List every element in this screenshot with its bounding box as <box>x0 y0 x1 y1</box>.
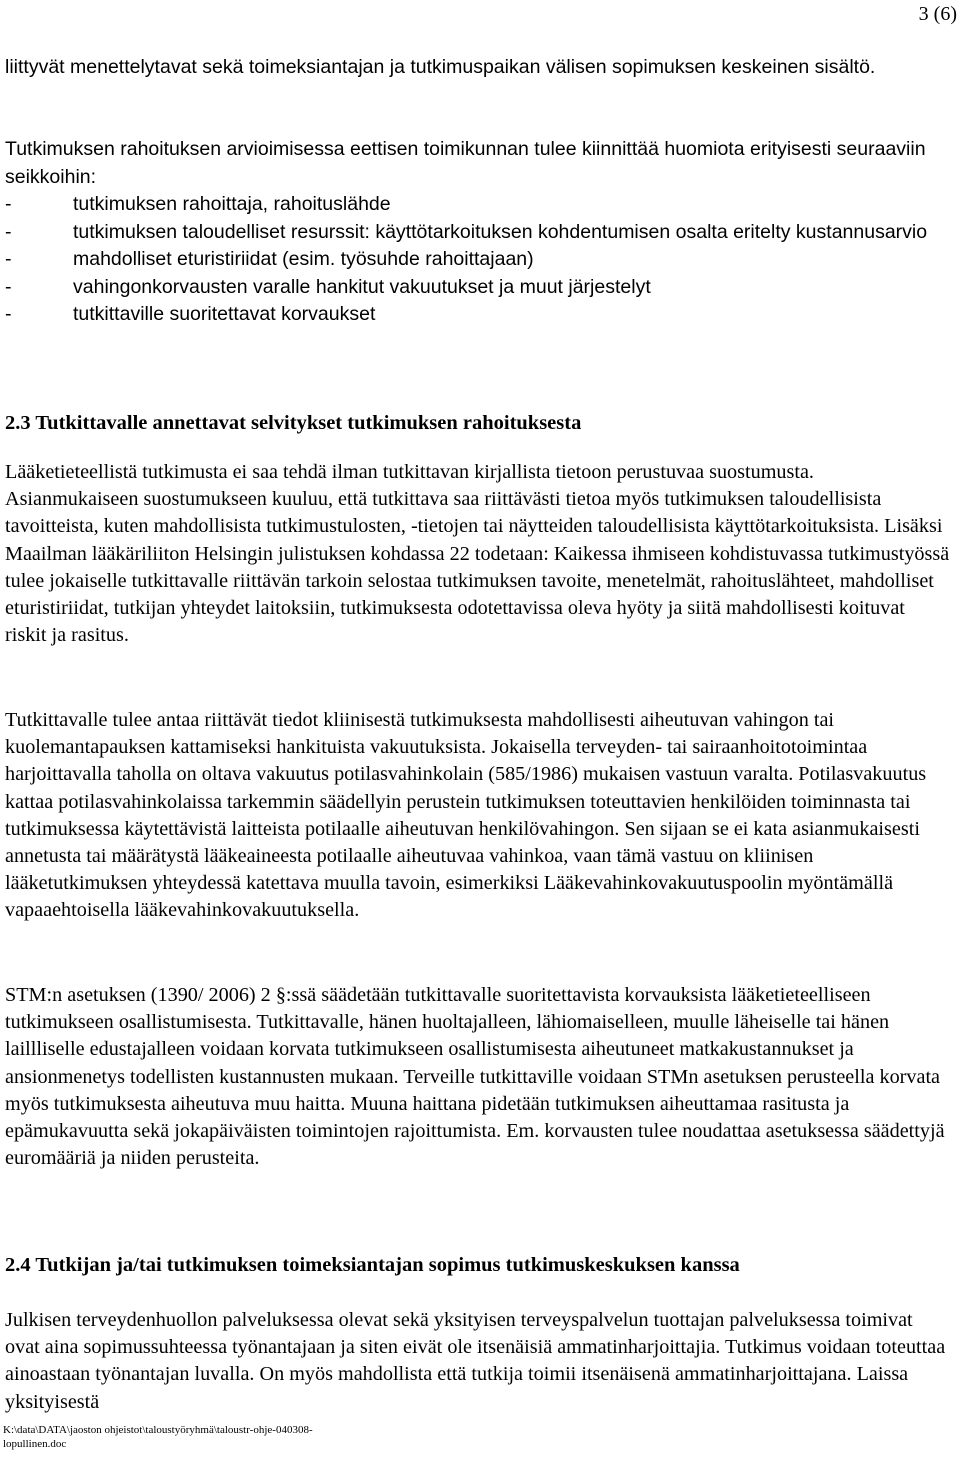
funding-criteria-list <box>5 191 950 329</box>
funding-lead-paragraph: Tutkimuksen rahoituksen arvioimisessa eettisen toimikunnan tulee kiinnittää huomiota erityisesti seuraaviin seikkoihin: <box>5 138 926 188</box>
list-item: - vahingonkorvausten varalle hankitut vakuutukset ja muut järjestelyt <box>5 274 950 302</box>
section-heading-2-4: 2.4 Tutkijan ja/tai tutkimuksen toimeksiantajan sopimus tutkimuskeskuksen kanssa <box>5 1254 740 1276</box>
list-item: - mahdolliset eturistiriidat (esim. työsuhde rahoittajaan) <box>5 246 950 274</box>
section-heading-2-3: 2.3 Tutkittavalle annettavat selvitykset tutkimuksen rahoituksesta <box>5 412 582 434</box>
footer-file-path: K:\data\DATA\jaoston ohjeistot\taloustyöryhmä\taloustr-ohje-040308-lopullinen.doc <box>3 1424 313 1450</box>
body-paragraph: Lääketieteellistä tutkimusta ei saa tehdä ilman tutkittavan kirjallista tietoon perustuvaa suostumusta. Asianmukaiseen suostumukseen kuuluu, että tutkittava saa riittävästi tietoa myös tutkimuksen taloudellisista tavoitteista, kuten mahdollisista tutkimustulosten, -tietojen tai näytteiden taloudellisista käyttötarkoituksista. Lisäksi Maailman lääkäriliiton Helsingin julistuksen kohdassa 22 todetaan: Kaikessa ihmiseen kohdistuvassa tutkimustyössä tulee jokaiselle tutkittavalle riittävän tarkoin selostaa tutkimuksen tavoite, menetelmät, rahoituslähteet, mahdolliset eturistiriidat, tutkijan yhteydet laitoksiin, tutkimuksesta odotettavissa oleva hyöty ja siitä mahdollisesti koituvat riskit ja rasitus. <box>5 461 950 647</box>
body-paragraph: Julkisen terveydenhuollon palveluksessa olevat sekä yksityisen terveyspalvelun tuottajan palveluksessa toimivat ovat aina sopimussuhteessa työnantajaan ja siten eivät ole itsenäisiä ammatinharjoittajia. Tutkimus voidaan toteuttaa ainoastaan työnantajan luvalla. On myös mahdollista että tutkija toimii itsenäisenä ammatinharjoittajana. Laissa yksityisestä <box>5 1309 946 1413</box>
body-paragraph: STM:n asetuksen (1390/ 2006) 2 §:ssä säädetään tutkittavalle suoritettavista korvauksista lääketieteelliseen tutkimukseen osallistumisesta. Tutkittavalle, hänen huoltajalleen, lähiomaiselleen, muulle läheiselle tai hänen laillliselle edustajalleen voidaan korvata tutkimukseen osallistumisesta aiheutuneet matkakustannukset ja ansionmenetys todellisten kustannusten mukaan. Terveille tutkittaville voidaan STMn asetuksen perusteella korvata myös tutkimuksesta aiheutuva muu haitta. Muuna haittana pidetään tutkimuksen aiheuttamaa rasitusta ja epämukavuutta sekä jokapäiväisten toimintojen rajoittumista. Em. korvausten tulee noudattaa asetuksessa säädettyjä euromääriä ja niiden perusteita. <box>5 984 945 1170</box>
list-item: - tutkimuksen rahoittaja, rahoituslähde <box>5 191 950 219</box>
list-item: - tutkittaville suoritettavat korvaukset <box>5 301 950 329</box>
body-paragraph: Tutkittavalle tulee antaa riittävät tiedot kliinisestä tutkimuksesta mahdollisesti aiheutuvan vahingon tai kuolemantapauksen kattamiseksi hankituista vakuutuksista. Jokaisella terveyden- tai sairaanhoitotoimintaa harjoittavalla taholla on oltava vakuutus potilasvahinkolain (585/1986) mukaisen vastuun varalta. Potilasvakuutus kattaa potilasvahinkolaissa tarkemmin säädellyin perustein tutkimuksen toteuttavien henkilöiden toiminnasta tai tutkimuksessa käytettävistä laitteista potilaalle aiheutuvan henkilövahingon. Sen sijaan se ei kata asianmukaisesti annetusta tai määrätystä lääkeaineesta potilaalle aiheutuvaa vahinkoa, vaan tämä vastuu on kliinisen lääketutkimuksen yhteydessä katettava muulla tavoin, esimerkiksi Lääkevahinkovakuutuspoolin myöntämällä vapaaehtoisella lääkevahinkovakuutuksella. <box>5 709 927 922</box>
list-item: - tutkimuksen taloudelliset resurssit: käyttötarkoituksen kohdentumisen osalta eritelty kustannusarvio <box>5 219 950 247</box>
funding-assessment-section <box>5 136 950 329</box>
intro-paragraph: liittyvät menettelytavat sekä toimeksiantajan ja tutkimuspaikan välisen sopimuksen keskeinen sisältö. <box>5 56 876 78</box>
page-number: 3 (6) <box>918 3 957 25</box>
